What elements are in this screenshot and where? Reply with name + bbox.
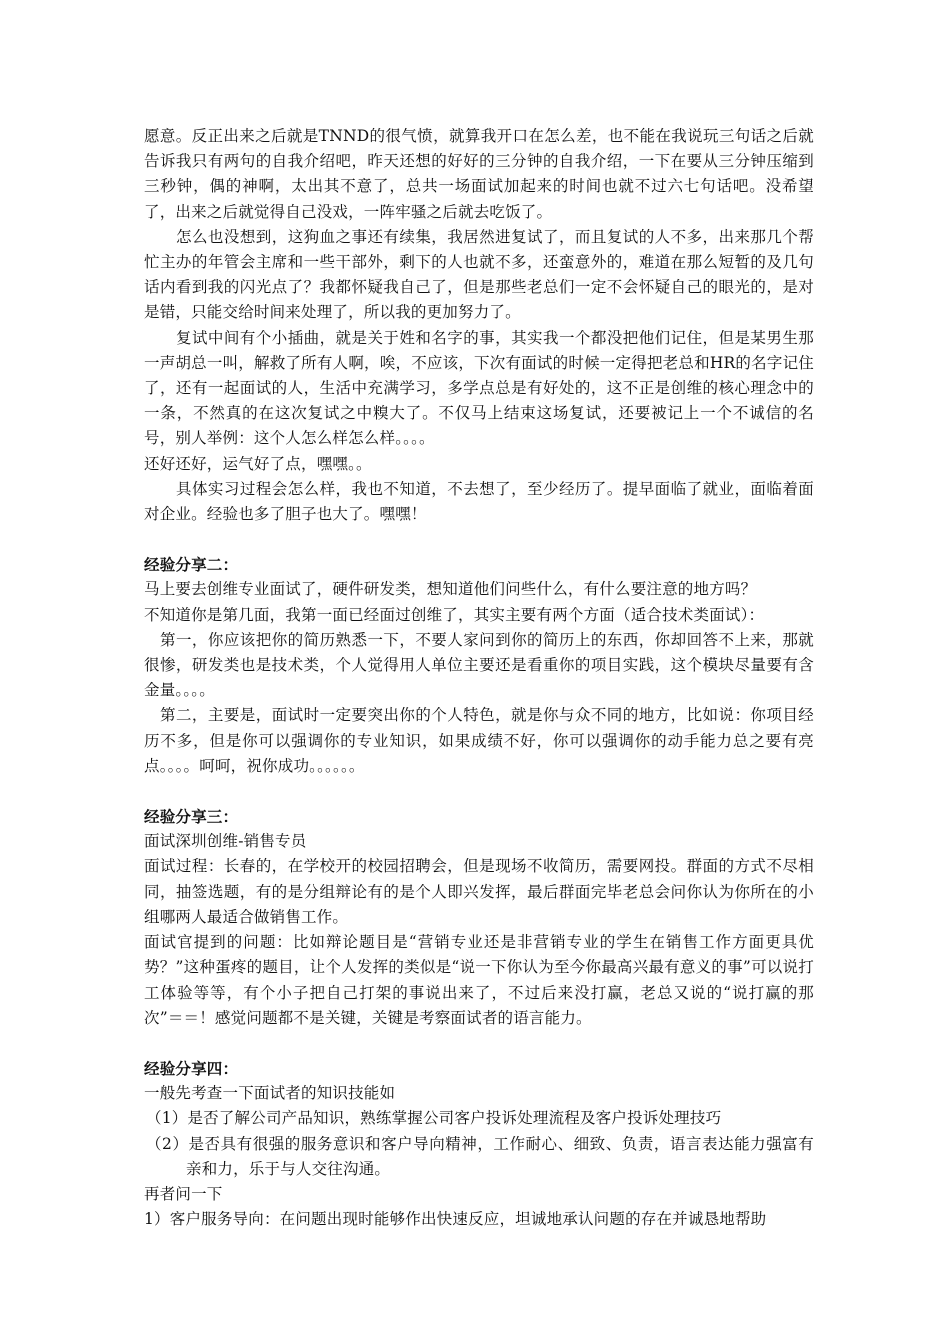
intro-paragraph-2: 怎么也没想到，这狗血之事还有续集，我居然进复试了，而且复试的人不多，出来那几个帮忙主办的年管会主席和一些干部外，剩下的人也就不多，还蛮意外的，难道在那么短暂的及几句话内看到我的闪光点了？我都怀疑我自己了，但是那些老总们一定不会怀疑自己的眼光的，是对是错，只能交给时间来处理了，所以我的更加努力了。 (144, 227, 814, 322)
share2-answer-point-1: 第一，你应该把你的简历熟悉一下，不要人家问到你的简历上的东西，你却回答不上来，那就很惨，研发类也是技术类，个人觉得用人单位主要还是看重你的项目实践，这个模块尽量要有含金量。。。。 (144, 630, 814, 700)
document-page (144, 124, 814, 1232)
share2-heading: 经验分享二： (144, 555, 239, 575)
share4-point-1: 1）客户服务导向：在问题出现时能够作出快速反应，坦诚地承认问题的存在并诚恳地帮助 (144, 1210, 767, 1229)
share4-heading: 经验分享四： (144, 1058, 239, 1078)
intro-paragraph-4: 还好还好，运气好了点，嘿嘿。。 (144, 454, 372, 473)
share3-process: 面试过程：长春的，在学校开的校园招聘会，但是现场不收简历，需要网投。群面的方式不尽相同，抽签选题，有的是分组辩论有的是个人即兴发挥，最后群面完毕老总会问你认为你所在的小组哪两人最适合做销售工作。 (144, 857, 814, 926)
share4-intro: 一般先考查一下面试者的知识技能如 (144, 1084, 396, 1103)
share3-title: 面试深圳创维-销售专员 (144, 832, 307, 851)
intro-paragraph-5: 具体实习过程会怎么样，我也不知道，不去想了，至少经历了。提早面临了就业，面临着面对企业。经验也多了胆子也大了。嘿嘿！ (144, 479, 814, 524)
share4-next: 再者问一下 (144, 1184, 223, 1203)
share3-questions: 面试官提到的问题：比如辩论题目是“营销专业还是非营销专业的学生在销售工作方面更具优势？”这种蛋疼的题目，让个人发挥的类似是“说一下你认为至今你最高兴最有意义的事”可以说打工体验等等，有个小子把自己打架的事说出来了，不过后来没打赢，老总又说的“说打赢的那次”＝＝！感觉问题都不是关键，关键是考察面试者的语言能力。 (144, 933, 814, 1027)
intro-paragraph-3: 复试中间有个小插曲，就是关于姓和名字的事，其实我一个都没把他们记住，但是某男生那一声胡总一叫，解救了所有人啊，唉，不应该，下次有面试的时候一定得把老总和HR的名字记住了，还有一起面试的人，生活中充满学习，多学点总是有好处的，这不正是创维的核心理念中的一条，不然真的在这次复试之中糗大了。不仅马上结束这场复试，还要被记上一个不诚信的名号，别人举例：这个人怎么样怎么样。。。。 (144, 328, 814, 448)
intro-paragraph-1: 愿意。反正出来之后就是TNND的很气愤，就算我开口在怎么差，也不能在我说玩三句话之后就告诉我只有两句的自我介绍吧，昨天还想的好好的三分钟的自我介绍，一下在要从三分钟压缩到三秒钟，偶的神啊，太出其不意了，总共一场面试加起来的时间也就不过六七句话吧。没希望了，出来之后就觉得自己没戏，一阵牢骚之后就去吃饭了。 (144, 127, 814, 221)
share2-answer-intro: 不知道你是第几面，我第一面已经面过创维了，其实主要有两个方面（适合技术类面试）： (144, 605, 765, 624)
share2-question: 马上要去创维专业面试了，硬件研发类，想知道他们问些什么，有什么要注意的地方吗？ (144, 580, 757, 599)
share2-answer-point-2: 第二，主要是，面试时一定要突出你的个人特色，就是你与众不同的地方，比如说：你项目经历不多，但是你可以强调你的专业知识，如果成绩不好，你可以强调你的动手能力总之要有亮点。。。。呵呵，祝你成功。。。。。。 (144, 706, 814, 775)
share3-heading: 经验分享三： (144, 807, 239, 827)
share4-item-1: （1）是否了解公司产品知识，熟练掌握公司客户投诉处理流程及客户投诉处理技巧 (146, 1109, 722, 1128)
share4-item-2: （2）是否具有很强的服务意识和客户导向精神，工作耐心、细致、负责，语言表达能力强富有亲和力，乐于与人交往沟通。 (146, 1134, 814, 1178)
